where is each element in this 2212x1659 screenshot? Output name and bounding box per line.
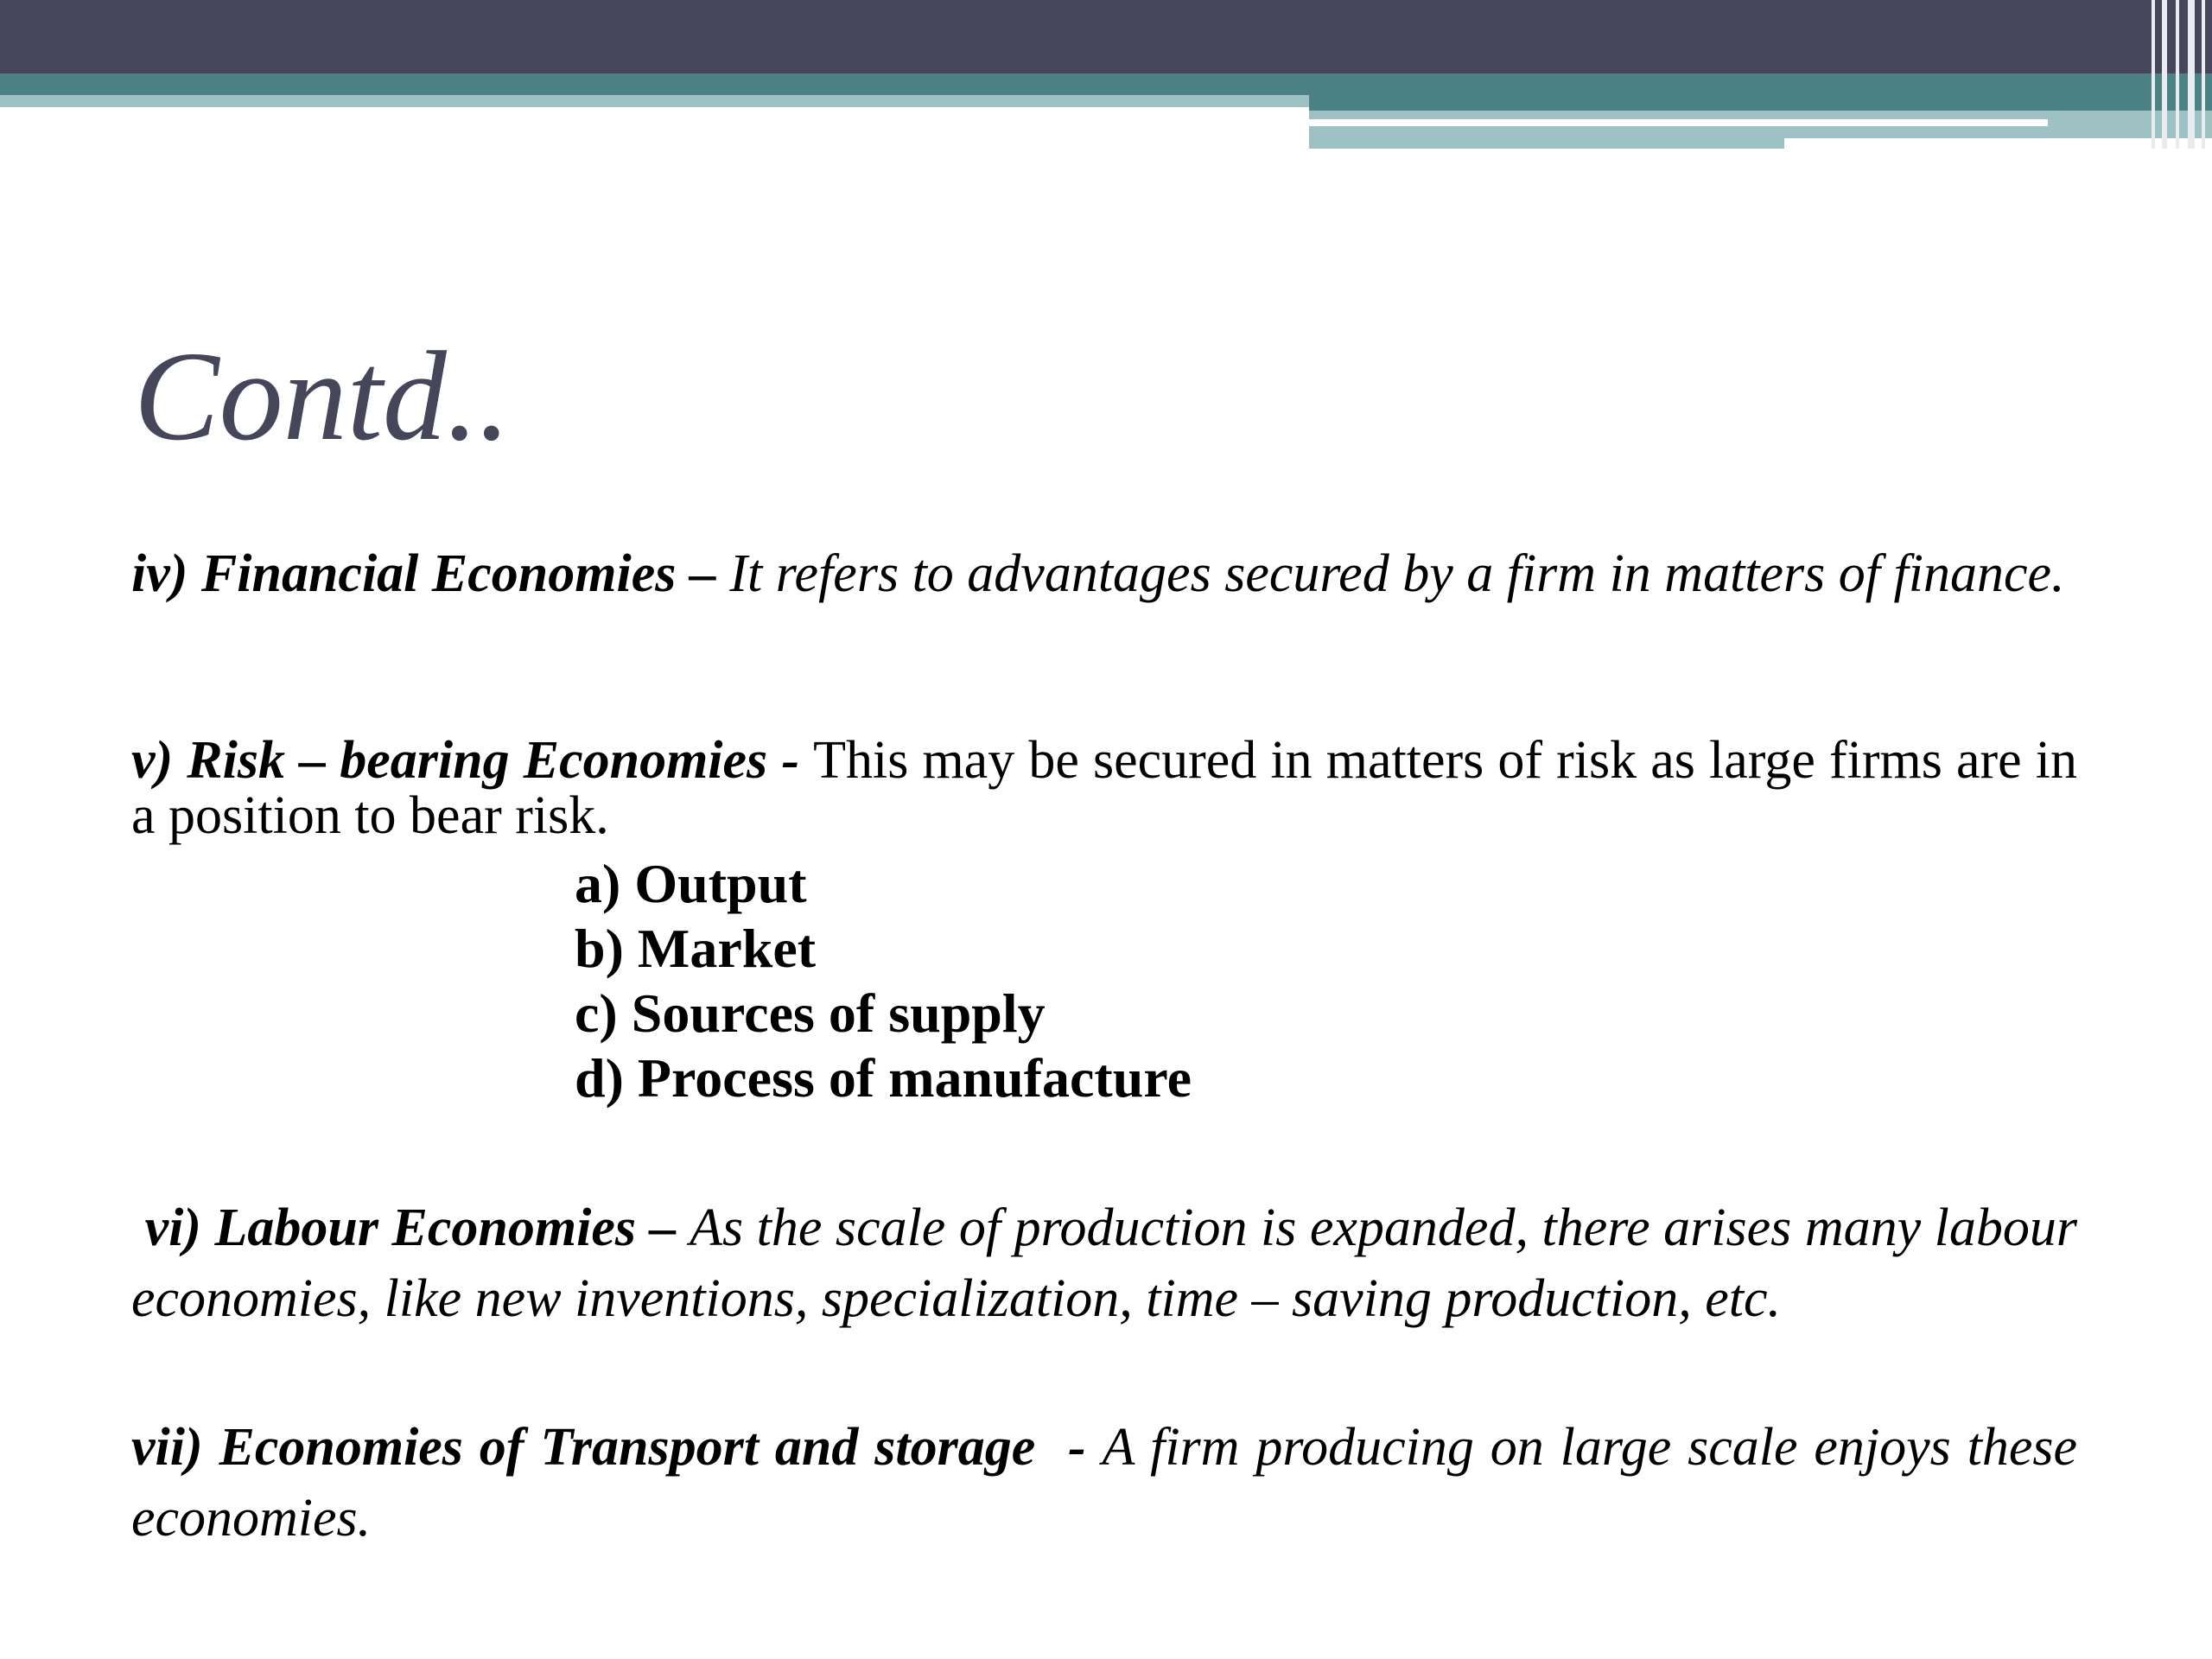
section-description: This may be secured in matters of risk as large firms are in a position to bear risk.: [131, 731, 2077, 845]
section-labour-economies: [131, 1192, 2077, 1334]
section-separator: –: [635, 1198, 690, 1257]
banner-light-band-left: [0, 95, 1309, 107]
banner-stripe: [2162, 0, 2167, 149]
slide-title: Contd..: [134, 326, 511, 467]
list-item: c) Sources of supply: [575, 982, 1046, 1044]
banner-stripe: [2188, 0, 2195, 149]
section-transport-storage-economies: [131, 1412, 2077, 1554]
list-item: b) Market: [575, 918, 817, 979]
section-heading: v) Risk – bearing Economies: [131, 731, 768, 790]
banner-teal-band: [0, 73, 2212, 95]
banner-stripe: [2202, 0, 2205, 149]
section-heading: vii) Economies of Transport and storage: [131, 1418, 1036, 1477]
section-description: As the scale of production is expanded, there arises many labour economies, like new inventions, specialization, time – saving production, etc.: [131, 1198, 2078, 1328]
section-risk-bearing-economies: [131, 733, 2077, 843]
banner-white-cut: [1784, 138, 2212, 149]
section-description: A firm producing on large scale enjoys these economies.: [131, 1418, 2078, 1548]
section-separator: –: [676, 544, 730, 603]
section-separator: -: [767, 731, 814, 790]
banner-white-line: [1309, 119, 2048, 126]
section-description: It refers to advantages secured by a firm in matters of finance.: [729, 544, 2065, 603]
section-financial-economies: [131, 546, 2077, 601]
section-heading: iv) Financial Economies: [131, 544, 677, 603]
section-heading: vi) Labour Economies: [144, 1198, 636, 1257]
banner-stripe: [2176, 0, 2179, 149]
banner-teal-band-right: [1309, 95, 2212, 111]
list-item: d) Process of manufacture: [575, 1047, 1192, 1109]
banner-stripe: [2152, 0, 2155, 149]
section-separator: -: [1035, 1418, 1103, 1477]
list-item: a) Output: [575, 853, 807, 914]
risk-subitems-list: [575, 851, 1192, 1110]
banner-dark-band: [0, 0, 2212, 73]
